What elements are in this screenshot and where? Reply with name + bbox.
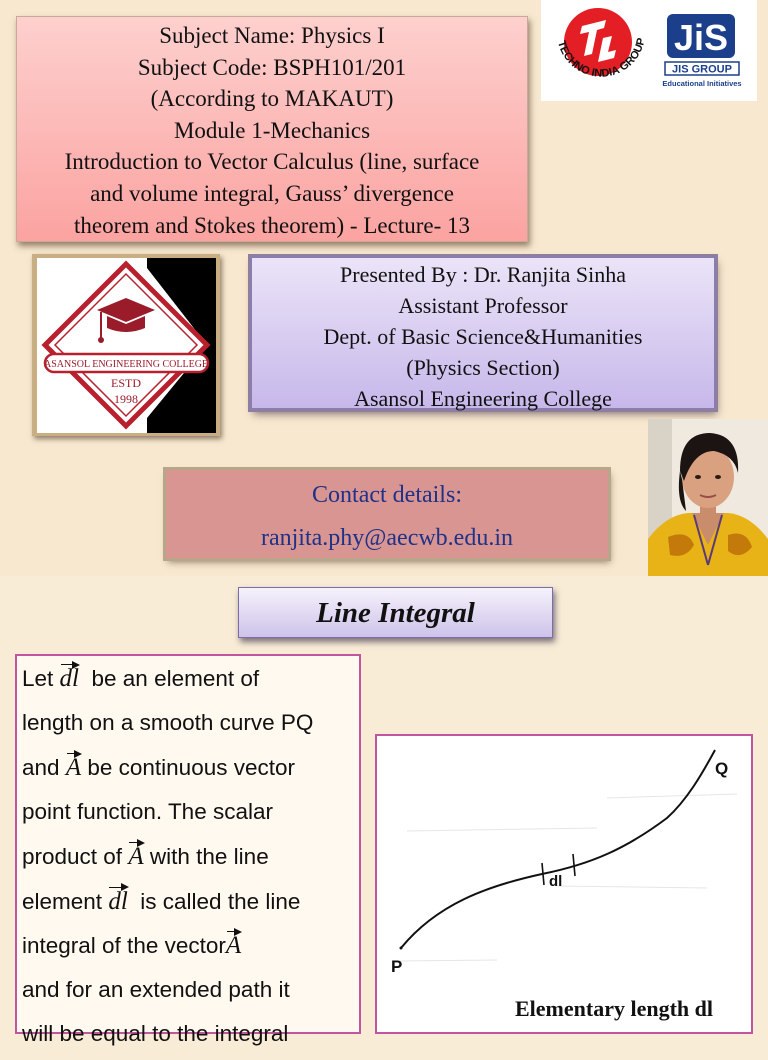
- vector-dl-symbol: dl: [60, 659, 79, 693]
- svg-text:ESTD: ESTD: [111, 376, 141, 390]
- svg-text:Educational Initiatives: Educational Initiatives: [662, 79, 742, 88]
- subject-syllabus: (According to MAKAUT): [150, 86, 394, 112]
- subject-topic-line-3: theorem and Stokes theorem) - Lecture- 13: [74, 212, 470, 238]
- contact-email[interactable]: ranjita.phy@aecwb.edu.in: [260, 525, 513, 551]
- presenter-institution: Asansol Engineering College: [354, 386, 612, 411]
- definition-text-box: [15, 654, 361, 1046]
- contact-heading: Contact details:: [312, 482, 462, 508]
- svg-text:1998: 1998: [114, 392, 138, 406]
- point-p-label: P: [391, 957, 403, 976]
- subject-module: Module 1-Mechanics: [173, 117, 371, 143]
- subject-info-box: [16, 16, 528, 242]
- curve-path: [401, 750, 715, 948]
- contact-details-box: [166, 470, 608, 558]
- section-title: Line Integral: [238, 587, 553, 638]
- text-line-1: Let dl be an element of: [22, 659, 355, 704]
- text-line-2: length on a smooth curve PQ: [22, 709, 314, 735]
- vector-a-symbol: A: [226, 926, 241, 960]
- techno-india-group-logo: [548, 6, 652, 98]
- text-line-8: and for an extended path it: [22, 976, 290, 1002]
- text-line-6: element dl is called the line: [22, 882, 355, 927]
- text-line-7: integral of the vectorA: [22, 926, 355, 971]
- svg-text:TECHNO INDIA GROUP: TECHNO INDIA GROUP: [554, 36, 648, 80]
- vector-a-symbol: A: [66, 748, 81, 782]
- vector-dl-symbol: dl: [108, 882, 127, 916]
- jis-group-logo: [657, 10, 749, 92]
- element-tick-end: [573, 854, 575, 876]
- svg-text:ASANSOL ENGINEERING COLLEGE: ASANSOL ENGINEERING COLLEGE: [43, 359, 209, 370]
- presenter-section: (Physics Section): [406, 355, 560, 380]
- presenter-department: Dept. of Basic Science&Humanities: [323, 324, 643, 349]
- subject-topic-line-1: Introduction to Vector Calculus (line, surface: [64, 149, 480, 175]
- diagram-caption: Elementary length dl: [515, 996, 713, 1021]
- text-line-5: product of A with the line: [22, 837, 355, 882]
- presenter-photo: [648, 419, 768, 576]
- subject-name: Subject Name: Physics I: [159, 23, 385, 48]
- subject-code: Subject Code: BSPH101/201: [137, 54, 407, 80]
- subject-topic-line-2: and volume integral, Gauss’ divergence: [90, 180, 454, 206]
- element-tick-start: [542, 863, 544, 885]
- element-dl-label: dl: [549, 873, 563, 890]
- vector-a-symbol: A: [128, 837, 143, 871]
- presenter-name: Presented By : Dr. Ranjita Sinha: [340, 262, 626, 287]
- point-q-label: Q: [715, 759, 729, 778]
- curve-pq-diagram: [377, 736, 753, 1034]
- text-line-3: and A be continuous vector: [22, 748, 355, 793]
- curve-diagram-box: [375, 734, 753, 1034]
- svg-text:JiS: JiS: [673, 17, 729, 58]
- presenter-info-box: [251, 257, 715, 409]
- asansol-engineering-college-logo: [37, 258, 216, 433]
- presenter-designation: Assistant Professor: [398, 293, 568, 318]
- text-line-9: will be equal to the integral: [22, 1021, 289, 1046]
- svg-text:JIS GROUP: JIS GROUP: [672, 63, 732, 76]
- text-line-4: point function. The scalar: [22, 798, 273, 824]
